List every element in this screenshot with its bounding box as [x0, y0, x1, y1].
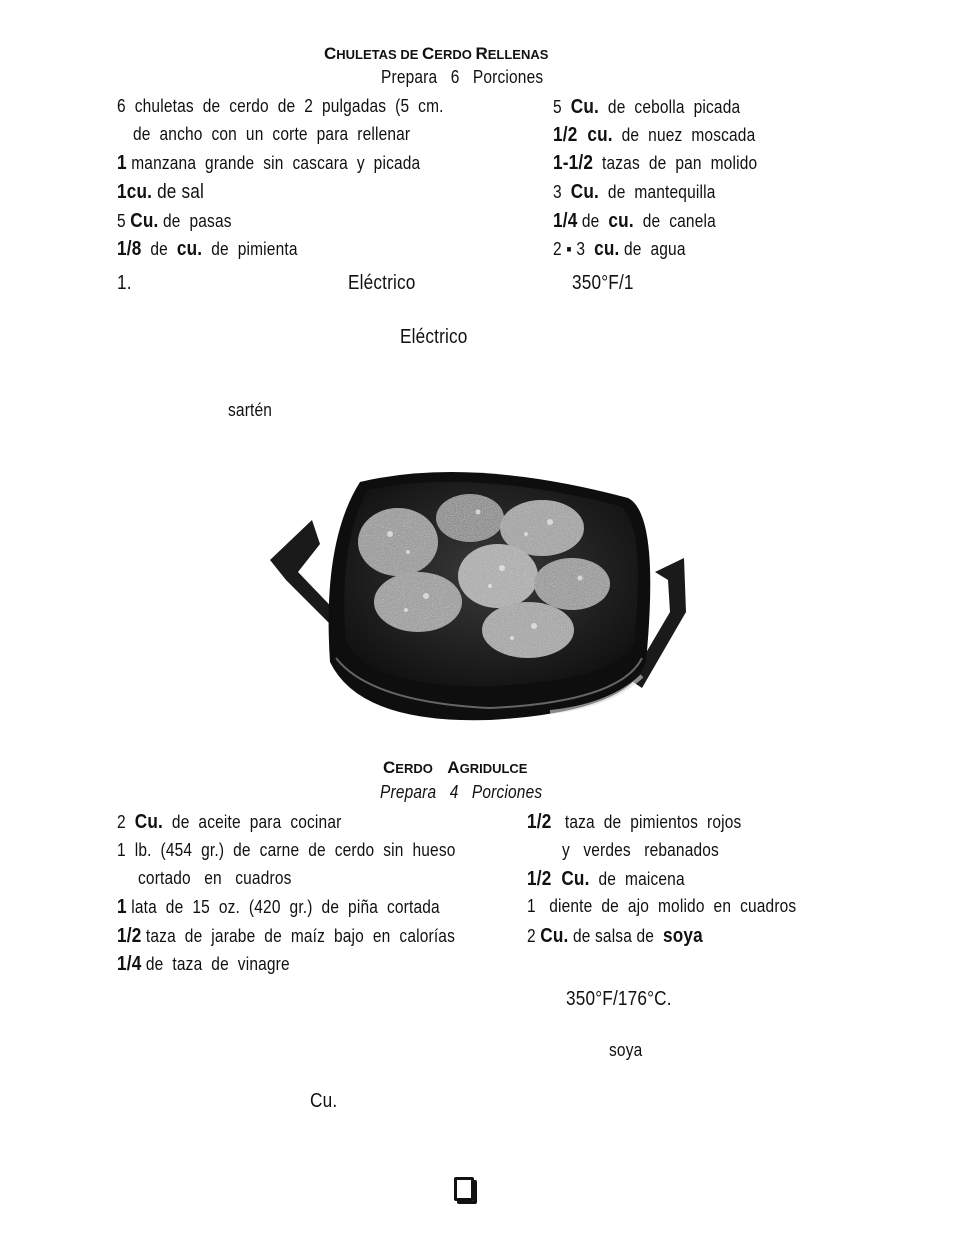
fragment-sarten: sartén — [228, 400, 273, 420]
ingredient-line: cortado en cuadros — [138, 868, 292, 888]
ingredient-line: 1/4 de cu. de canela — [553, 210, 716, 232]
recipe-title-chuletas: CHULETAS DE CERDO RELLENAS — [324, 44, 549, 63]
ingredient-line: 1 lata de 15 oz. (420 gr.) de piña cortada — [117, 896, 440, 918]
ingredient-line: 1 lb. (454 gr.) de carne de cerdo sin hueso — [117, 840, 456, 860]
ingredient-line: 1/4 de taza de vinagre — [117, 953, 290, 975]
ingredient-line: 3 Cu. de mantequilla — [553, 181, 716, 203]
ingredient-line: 1/2 taza de pimientos rojos — [527, 811, 742, 833]
recipe-servings: Prepara 4 Porciones — [380, 782, 543, 802]
ingredient-line: 1 manzana grande sin cascara y picada — [117, 152, 421, 174]
recipe-title-agridulce: CERDO AGRIDULCE — [383, 758, 528, 777]
ingredient-line: 6 chuletas de cerdo de 2 pulgadas (5 cm. — [117, 96, 444, 116]
ingredient-line: 2 ▪ 3 cu. de agua — [553, 238, 686, 260]
recipe-servings: Prepara 6 Porciones — [381, 67, 544, 87]
skillet-photo — [250, 462, 690, 724]
ingredient-line: 1-1/2 tazas de pan molido — [553, 152, 758, 174]
ingredient-line: 1/2 taza de jarabe de maíz bajo en calorías — [117, 925, 455, 947]
step-word-electrico: Eléctrico — [348, 272, 416, 294]
fragment-soya: soya — [609, 1040, 643, 1060]
fragment-electrico: Eléctrico — [400, 326, 468, 348]
ingredient-line: 1/2 cu. de nuez moscada — [553, 124, 756, 146]
ingredient-line: 2 Cu. de salsa de soya — [527, 925, 703, 947]
ingredient-line: 1/2 Cu. de maicena — [527, 868, 685, 890]
ingredient-line: 1cu. de sal — [117, 181, 204, 203]
ingredient-line: 5 Cu. de cebolla picada — [553, 96, 741, 118]
fragment-temperature: 350°F/176°C. — [566, 988, 672, 1010]
ingredient-line: y verdes rebanados — [562, 840, 719, 860]
ingredient-line: 5 Cu. de pasas — [117, 210, 232, 232]
ingredient-line: 1 diente de ajo molido en cuadros — [527, 896, 797, 916]
step-temperature: 350°F/1 — [572, 272, 634, 294]
ingredient-line: de ancho con un corte para rellenar — [133, 124, 411, 144]
ingredient-line: 1/8 de cu. de pimienta — [117, 238, 298, 260]
step-number: 1. — [117, 272, 132, 294]
checkbox-icon — [454, 1177, 474, 1201]
ingredient-line: 2 Cu. de aceite para cocinar — [117, 811, 342, 833]
fragment-cu: Cu. — [310, 1090, 338, 1112]
